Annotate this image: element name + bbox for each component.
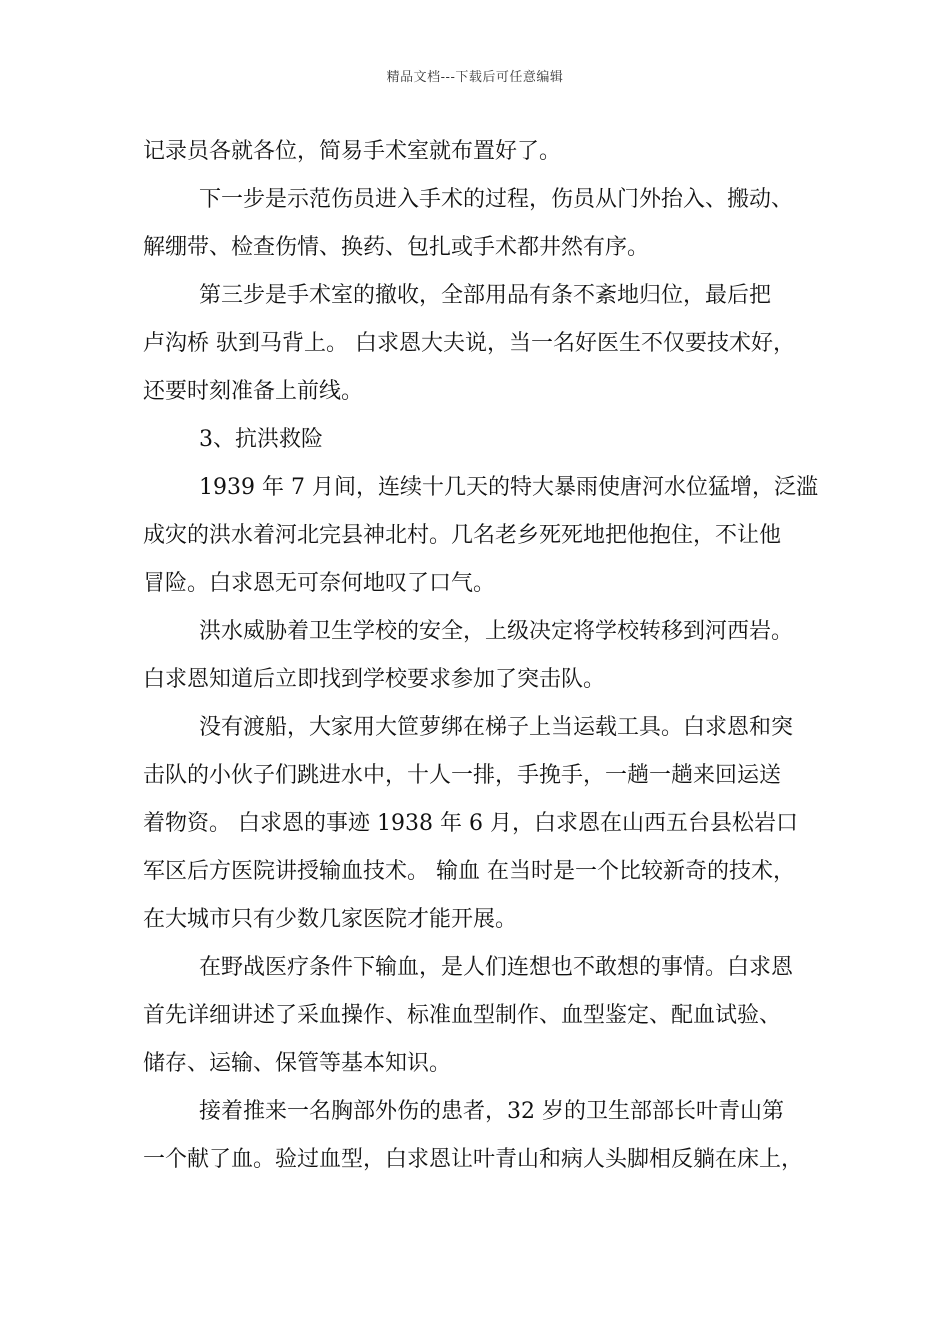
text-line: 1939 年 7 月间，连续十几天的特大暴雨使唐河水位猛增，泛滥 [199, 475, 818, 500]
text-line: 下一步是示范伤员进入手术的过程，伤员从门外抬入、搬动、 [199, 187, 794, 212]
text-line: 记录员各就各位，简易手术室就布置好了。 [143, 139, 562, 164]
text-line: 洪水威胁着卫生学校的安全，上级决定将学校转移到河西岩。 [199, 619, 794, 644]
text-line: 没有渡船，大家用大笸萝绑在梯子上当运载工具。白求恩和突 [199, 715, 794, 740]
text-line: 首先详细讲述了采血操作、标准血型制作、血型鉴定、配血试验、 [143, 1003, 782, 1028]
section-heading: 3、抗洪救险 [199, 427, 323, 452]
text-line: 军区后方医院讲授输血技术。 输血 在当时是一个比较新奇的技术， [143, 859, 795, 884]
text-line: 击队的小伙子们跳进水中，十人一排，手挽手，一趟一趟来回运送 [143, 763, 782, 788]
text-line: 卢沟桥 驮到马背上。 白求恩大夫说，当一名好医生不仅要技术好， [143, 331, 795, 356]
text-line: 一个献了血。验过血型，白求恩让叶青山和病人头脚相反躺在床上， [143, 1147, 804, 1172]
text-line: 解绷带、检查伤情、换药、包扎或手术都井然有序。 [143, 235, 650, 260]
text-line: 储存、运输、保管等基本知识。 [143, 1051, 452, 1076]
text-line: 还要时刻准备上前线。 [143, 379, 364, 404]
text-line: 冒险。白求恩无可奈何地叹了口气。 [143, 571, 496, 596]
text-line: 白求恩知道后立即找到学校要求参加了突击队。 [143, 667, 606, 692]
document-body [143, 128, 823, 1184]
page-header: 精品文档---下载后可任意编辑 [386, 70, 564, 85]
text-line: 成灾的洪水着河北完县神北村。几名老乡死死地把他抱住，不让他 [143, 523, 782, 548]
text-line: 接着推来一名胸部外伤的患者，32 岁的卫生部部长叶青山第 [199, 1099, 784, 1124]
text-line: 着物资。 白求恩的事迹 1938 年 6 月，白求恩在山西五台县松岩口 [143, 811, 798, 836]
text-line: 在野战医疗条件下输血，是人们连想也不敢想的事情。白求恩 [199, 955, 794, 980]
text-line: 在大城市只有少数几家医院才能开展。 [143, 907, 518, 932]
text-line: 第三步是手术室的撤收，全部用品有条不紊地归位，最后把 [199, 283, 772, 308]
